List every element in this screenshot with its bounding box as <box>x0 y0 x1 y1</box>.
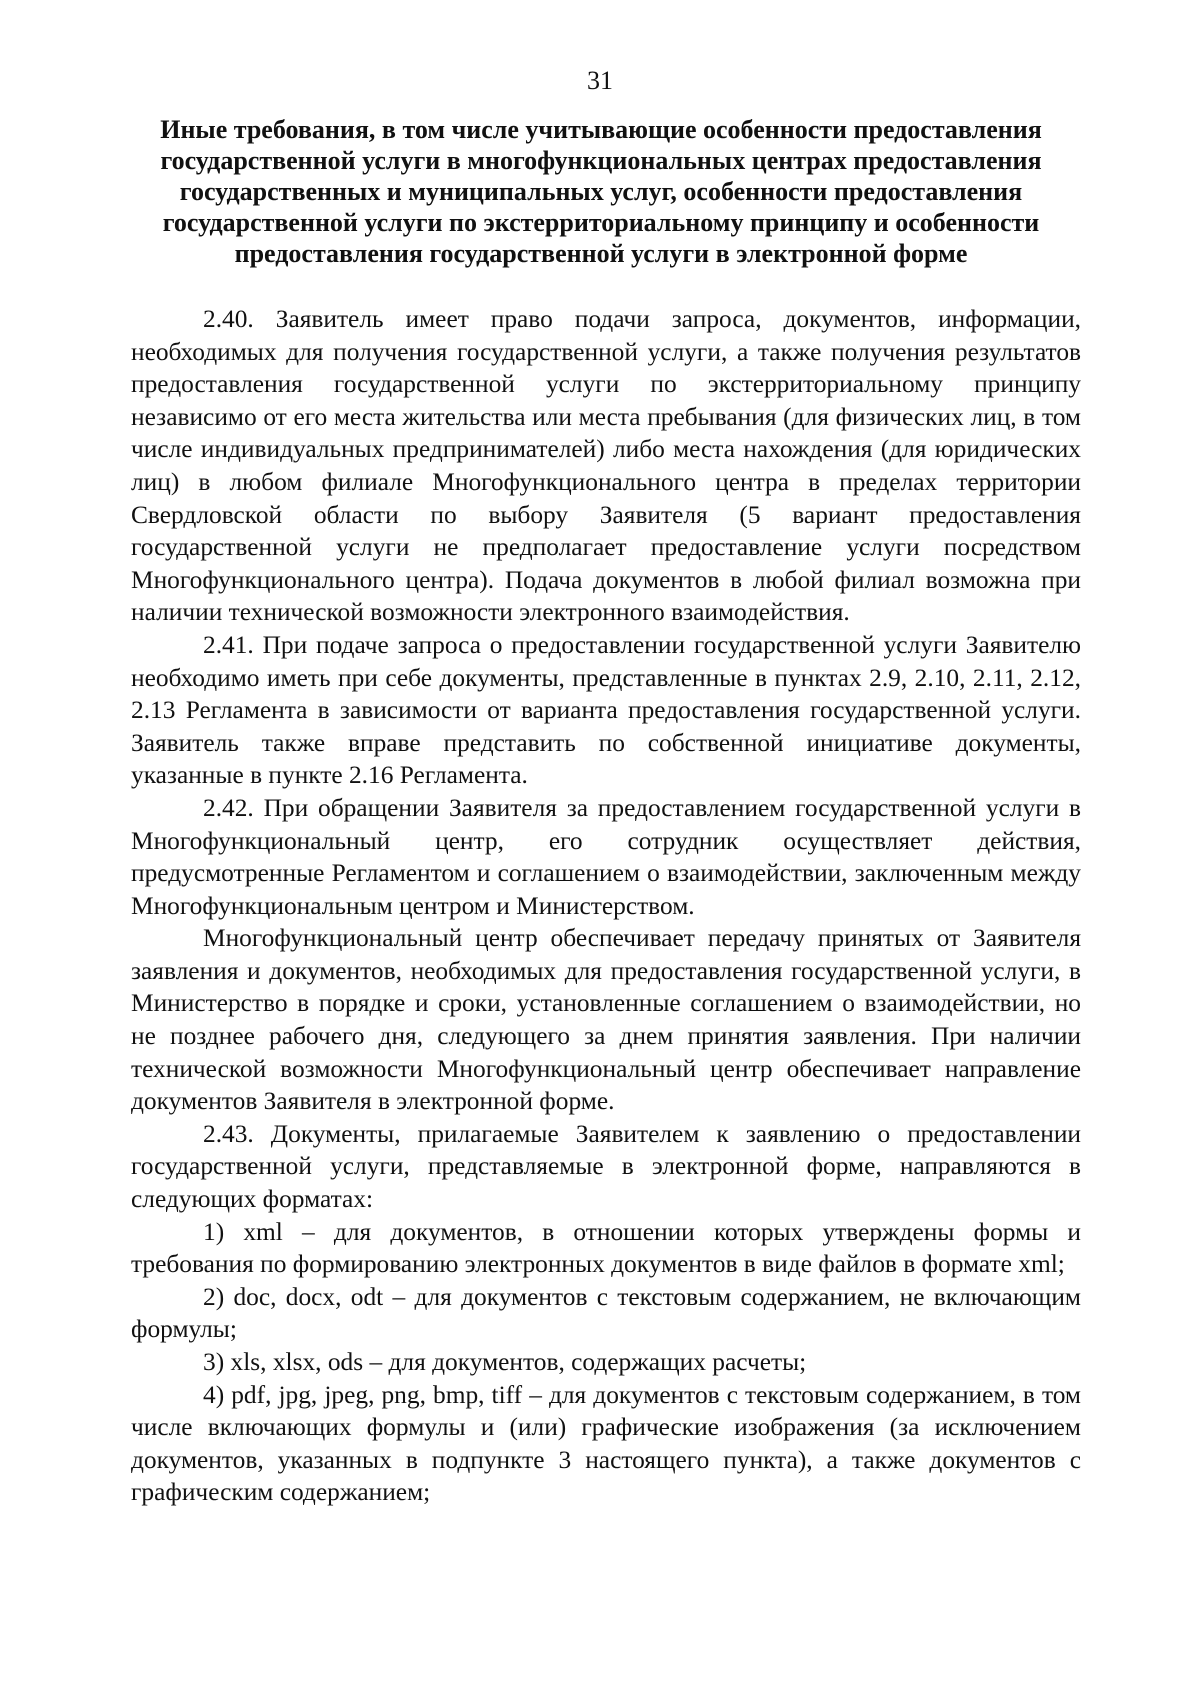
heading-line: государственных и муниципальных услуг, особенности предоставления <box>179 177 1023 206</box>
document-body <box>131 303 1081 1509</box>
paragraph-2-42: 2.42. При обращении Заявителя за предоставлением государственной услуги в Многофункциональный центр, его сотрудник осуществляет действия, предусмотренные Регламентом и соглашением о взаимодействии, заключенным между Многофункциональным центром и Министерством. <box>131 793 1081 920</box>
page-number: 31 <box>587 66 613 95</box>
paragraph-2-43: 2.43. Документы, прилагаемые Заявителем к заявлению о предоставлении государственной услуги, представляемые в электронной форме, направляются в следующих форматах: <box>131 1119 1081 1214</box>
paragraph-2-40: 2.40. Заявитель имеет право подачи запроса, документов, информации, необходимых для получения государственной услуги, а также получения результатов предоставления государственной услуги по экстерриториальному принципу независимо от его места жительства или места пребывания (для физических лиц, в том числе индивидуальных предпринимателей) либо места нахождения (для юридических лиц) в любом филиале Многофункционального центра в пределах территории Свердловской области по выбору Заявителя (5 вариант предоставления государственной услуги не предполагает предоставление услуги посредством Многофункционального центра). Подача документов в любой филиал возможна при наличии технической возможности электронного взаимодействия. <box>131 305 1081 627</box>
section-heading <box>120 114 1082 269</box>
list-item-doc: 2) doc, docx, odt – для документов с текстовым содержанием, не включающим формулы; <box>131 1282 1081 1344</box>
list-item-xml: 1) xml – для документов, в отношении которых утверждены формы и требования по формированию электронных документов в виде файлов в формате xml; <box>131 1217 1081 1279</box>
heading-line: государственной услуги по экстерриториальному принципу и особенности <box>162 208 1040 237</box>
paragraph-2-41: 2.41. При подаче запроса о предоставлении государственной услуги Заявителю необходимо иметь при себе документы, представленные в пунктах 2.9, 2.10, 2.11, 2.12, 2.13 Регламента в зависимости от варианта предоставления государственной услуги. Заявитель также вправе представить по собственной инициативе документы, указанные в пункте 2.16 Регламента. <box>131 630 1081 790</box>
list-item-xls: 3) xls, xlsx, ods – для документов, содержащих расчеты; <box>203 1348 807 1376</box>
heading-line: предоставления государственной услуги в электронной форме <box>234 239 968 268</box>
paragraph-mfc-transfer: Многофункциональный центр обеспечивает передачу принятых от Заявителя заявления и документов, необходимых для предоставления государственной услуги, в Министерство в порядке и сроки, установленные соглашением о взаимодействии, но не позднее рабочего дня, следующего за днем принятия заявления. При наличии технической возможности Многофункциональный центр обеспечивает направление документов Заявителя в электронной форме. <box>131 924 1081 1116</box>
list-item-pdf: 4) pdf, jpg, jpeg, png, bmp, tiff – для документов с текстовым содержанием, в том числе включающих формулы и (или) графические изображения (за исключением документов, указанных в подпункте 3 настоящего пункта), а также документов с графическим содержанием; <box>131 1380 1081 1507</box>
heading-line: Иные требования, в том числе учитывающие особенности предоставления <box>160 115 1042 144</box>
heading-line: государственной услуги в многофункциональных центрах предоставления <box>160 146 1042 175</box>
